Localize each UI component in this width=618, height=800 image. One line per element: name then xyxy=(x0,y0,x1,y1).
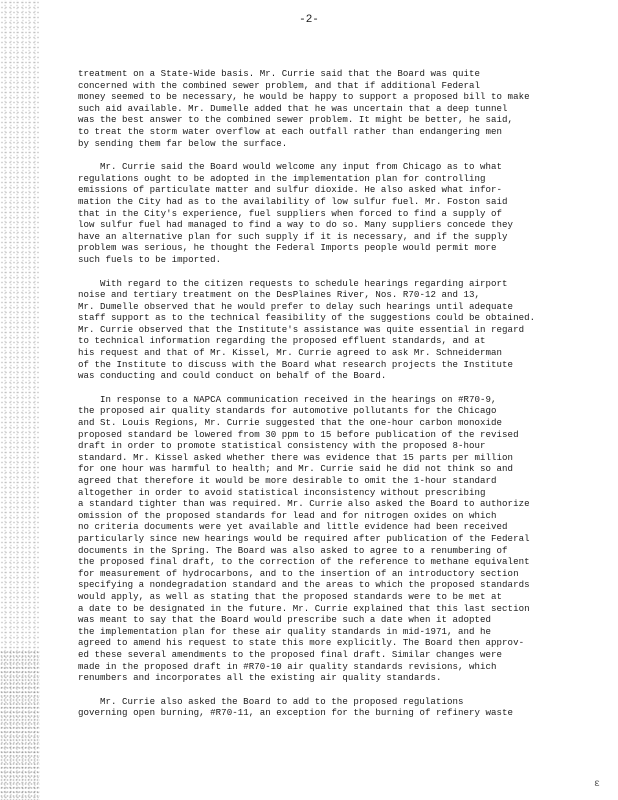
text-line: Mr. Dumelle observed that he would prefer to delay such hearings until adequate xyxy=(78,300,514,312)
text-line: made in the proposed draft in #R70-10 air quality standards revisions, which xyxy=(78,660,497,672)
text-line: concerned with the combined sewer problem, and that if additional Federal xyxy=(78,79,481,91)
text-line: by sending them far below the surface. xyxy=(78,137,288,149)
text-line: agreed that therefore it would be more desirable to omit the 1-hour standard xyxy=(78,475,497,486)
document-body xyxy=(78,68,548,731)
text-line: to technical information regarding the proposed effluent standards, and at xyxy=(78,335,486,347)
page-number: -2- xyxy=(299,14,319,26)
text-line: noise and tertiary treatment on the DesPlaines River, Nos. R70-12 and 13, xyxy=(78,289,481,301)
paragraph-3 xyxy=(78,278,548,382)
text-line: regulations ought to be adopted in the implementation plan for controlling xyxy=(78,172,486,184)
text-line: renumbers and incorporates all the existing air quality standards. xyxy=(78,672,442,684)
text-line: the proposed air quality standards for automotive pollutants for the Chicago xyxy=(78,405,497,417)
text-line: altogether in order to avoid statistical inconsistency without prescribing xyxy=(78,486,486,498)
text-line: standard. Mr. Kissel asked whether there was evidence that 15 parts per million xyxy=(78,451,514,463)
text-line: mation the City had as to the availability of low sulfur fuel. Mr. Foston said xyxy=(78,195,508,207)
text-line: money seemed to be necessary, he would be happy to support a proposed bill to make xyxy=(78,91,530,103)
paragraph-5 xyxy=(78,696,548,719)
text-line: Mr. Currie observed that the Institute's assistance was quite essential in regard xyxy=(78,323,525,335)
text-line: ed these several amendments to the proposed final draft. Similar changes were xyxy=(78,648,503,660)
text-line: such fuels to be imported. xyxy=(78,253,222,265)
text-line: was the best answer to the combined sewer problem. It might be better, he said, xyxy=(78,114,514,126)
text-line: that in the City's experience, fuel suppliers when forced to find a supply of xyxy=(78,207,503,219)
text-line: staff support as to the technical feasibility of the suggestions could be obtained. xyxy=(78,312,536,324)
scan-corner-mark: ɛ xyxy=(593,779,600,790)
text-line: would apply, as well as stating that the proposed standards were to be met at xyxy=(78,590,503,602)
paragraph-2 xyxy=(78,161,548,265)
text-line: a standard tighter than was required. Mr. Currie also asked the Board to authorize xyxy=(78,498,530,510)
text-line: low sulfur fuel had managed to find a way to do so. Many suppliers concede they xyxy=(78,219,514,231)
text-line: particularly since new hearings would be required after publication of the Federal xyxy=(78,532,530,544)
text-line: the proposed final draft, to the correction of the reference to methane equivalent xyxy=(78,556,530,568)
paragraph-4 xyxy=(78,394,548,684)
text-line: to treat the storm water overflow at each outfall rather than endangering men xyxy=(78,125,503,137)
text-line: have an alternative plan for such supply if it is necessary, and if the supply xyxy=(78,230,508,242)
scan-noise-bottom-left xyxy=(0,650,40,800)
text-line: the implementation plan for these air quality standards in mid-1971, and he xyxy=(78,625,492,637)
text-line: draft in order to promote statistical consistency with the proposed 8-hour xyxy=(78,440,486,452)
text-line: treatment on a State-Wide basis. Mr. Currie said that the Board was quite xyxy=(78,68,481,79)
text-line: governing open burning, #R70-11, an exception for the burning of refinery waste xyxy=(78,707,514,719)
text-line: of the Institute to discuss with the Board what research projects the Institute xyxy=(78,358,514,370)
text-line: a date to be designated in the future. Mr. Currie explained that this last section xyxy=(78,602,530,614)
text-line: Mr. Currie also asked the Board to add to the proposed regulations xyxy=(100,695,464,707)
text-line: and St. Louis Regions, Mr. Currie suggested that the one-hour carbon monoxide xyxy=(78,417,503,429)
text-line: specifying a nondegradation standard and the areas to which the proposed standards xyxy=(78,579,530,591)
text-line: Mr. Currie said the Board would welcome any input from Chicago as to what xyxy=(100,161,503,173)
text-line: omission of the proposed standards for lead and for nitrogen oxides on which xyxy=(78,509,497,521)
text-line: emissions of particulate matter and sulfur dioxide. He also asked what infor- xyxy=(78,184,503,196)
text-line: such aid available. Mr. Dumelle added that he was uncertain that a deep tunnel xyxy=(78,102,508,114)
paragraph-1 xyxy=(78,68,548,149)
text-line: proposed standard be lowered from 30 ppm to 15 before publication of the revised xyxy=(78,428,519,440)
text-line: With regard to the citizen requests to schedule hearings regarding airport xyxy=(100,277,508,289)
text-line: problem was serious, he thought the Federal Imports people would permit more xyxy=(78,242,497,254)
text-line: In response to a NAPCA communication received in the hearings on #R70-9, xyxy=(100,393,497,405)
text-line: for one hour was harmful to health; and Mr. Currie said he did not think so and xyxy=(78,463,514,475)
text-line: agreed to amend his request to state this more explicitly. The Board then approv- xyxy=(78,637,525,649)
text-line: his request and that of Mr. Kissel, Mr. Currie agreed to ask Mr. Schneiderman xyxy=(78,347,503,359)
text-line: was meant to say that the Board would prescribe such a date when it adopted xyxy=(78,614,492,626)
text-line: no criteria documents were yet available and little evidence had been received xyxy=(78,521,508,533)
text-line: for measurement of hydrocarbons, and to the insertion of an introductory section xyxy=(78,567,519,579)
text-line: was conducting and could conduct on behalf of the Board. xyxy=(78,370,387,382)
text-line: documents in the Spring. The Board was also asked to agree to a renumbering of xyxy=(78,544,508,556)
